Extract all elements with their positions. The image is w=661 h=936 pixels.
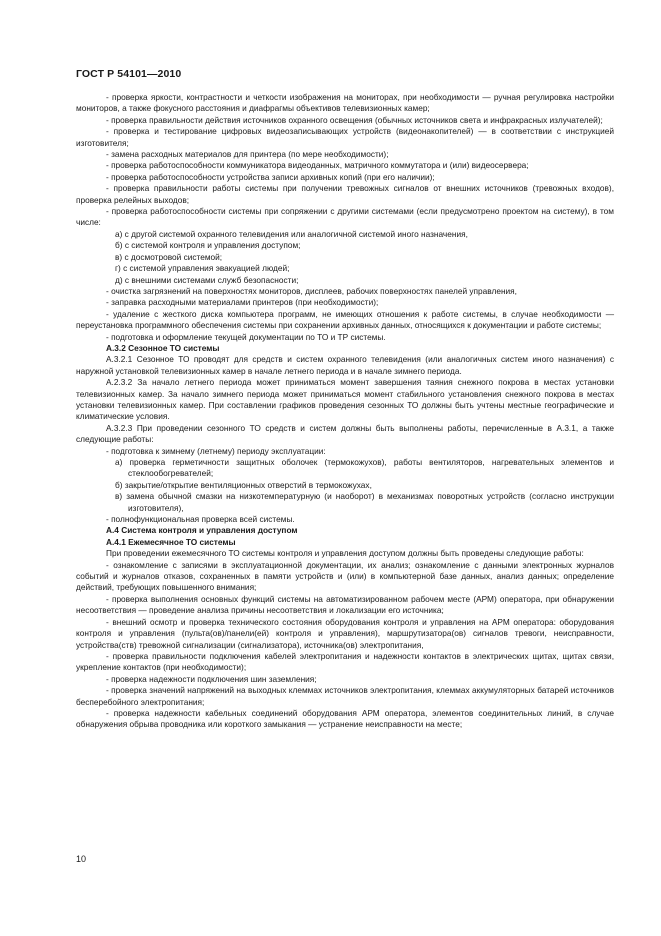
paragraph: - проверка работоспособности коммуникатора видеоданных, матричного коммутатора и (или) видеосервера;	[106, 160, 529, 171]
paragraph: б) закрытие/открытие вентиляционных отверстий в термокожухах,	[115, 479, 372, 490]
paragraph: - проверка надежности кабельных соединений оборудования АРМ оператора, элементов соединительных линий, в случае обнаружения обрыва проводника или короткого замыкания — устранение неисправности на месте;	[76, 707, 614, 730]
paragraph: - проверка значений напряжений на выходных клеммах источников электропитания, клеммах аккумуляторных батарей источников бесперебойного электропитания;	[76, 685, 614, 707]
section-heading: А.4.1 Ежемесячное ТО системы	[106, 536, 236, 547]
page-number: 10	[76, 854, 87, 864]
paragraph: в) замена обычной смазки на низкотемпературную (и наоборот) в механизмах поворотных устройств (согласно инструкции изготовителя),	[115, 491, 614, 513]
paragraph: - проверка выполнения основных функций системы на автоматизированном рабочем месте (АРМ) оператора, при обнаружении несоответствия — проведение анализа причины несоответствия и локализации его источника;	[76, 593, 614, 616]
paragraph: - проверка и тестирование цифровых видеозаписывающих устройств (видеонакопителей) — в соответствии с инструкцией изготовителя;	[76, 126, 614, 148]
paragraph: - заправка расходными материалами принтеров (при необходимости);	[106, 297, 379, 308]
paragraph: - ознакомление с записями в эксплуатационной документации, их анализ; ознакомление с данными электронных журналов событий и журналов отказов, сохраненных в памяти устройств и (или) в компьютерной базе данных, анализ данных; определение действий, требующих повышенного внимания;	[76, 559, 614, 593]
paragraph: а) проверка герметичности защитных оболочек (термокожухов), работы вентиляторов, нагревательных элементов и стеклообогревателей;	[115, 457, 614, 479]
paragraph: - очистка загрязнений на поверхностях мониторов, дисплеев, рабочих поверхностях панелей управления,	[106, 285, 517, 296]
paragraph: - проверка правильности действия источников охранного освещения (обычных источников света и инфракрасных излучателей);	[106, 114, 603, 125]
paragraph: а) с другой системой охранного телевидения или аналогичной системой иного назначения,	[115, 228, 468, 239]
paragraph: - проверка яркости, контрастности и четкости изображения на мониторах, при необходимости — ручная регулировка настройки мониторов, а также фокусного расстояния и диафрагмы объективов телевизионных камер;	[76, 92, 614, 114]
paragraph: При проведении ежемесячного ТО системы контроля и управления доступом должны быть проведены следующие работы:	[106, 548, 584, 559]
paragraph: - проверка надежности подключения шин заземления;	[106, 673, 317, 684]
paragraph: - удаление с жесткого диска компьютера программ, не имеющих отношения к работе системы, в случае необходимости — переустановка программного обеспечения системы при сохранении архивных данных, относящихся к документации и работе системы;	[76, 308, 614, 331]
paragraph: - полнофункциональная проверка всей системы.	[106, 514, 295, 525]
paragraph: - подготовка к зимнему (летнему) периоду эксплуатации:	[106, 445, 326, 456]
paragraph: - подготовка и оформление текущей документации по ТО и ТР системы.	[106, 331, 386, 342]
document-header: ГОСТ Р 54101—2010	[76, 68, 182, 80]
paragraph: б) с системой контроля и управления доступом;	[115, 240, 301, 251]
paragraph: - проверка работоспособности системы при сопряжении с другими системами (если предусмотрено проектом на систему), в том числе:	[76, 206, 614, 228]
paragraph: д) с внешними системами служб безопасности;	[115, 274, 299, 285]
paragraph: А.2.3.2 За начало летнего периода может приниматься момент завершения таяния снежного покрова в местах установки телевизионных камер. За начало зимнего периода может приниматься момент стабильного установления снежного покрова в местах установки телевизионных камер. При составлении графиков проведения сезонных ТО должны быть учтены местные географические и климатические условия.	[76, 377, 614, 422]
paragraph: г) с системой управления эвакуацией людей;	[115, 263, 290, 274]
paragraph: - внешний осмотр и проверка технического состояния оборудования контроля и управления на АРМ оператора: оборудования контроля и управления (пульта(ов)/панели(ей) контроля и управления), маршрутизатора(ов) сигналов тревоги, неисправности, устройства(ств) тревожной сигнализации (сигнализатора), источника(ов) электропитания,	[76, 616, 614, 650]
paragraph: А.3.2.1 Сезонное ТО проводят для средств и систем охранного телевидения (или аналогичных систем иного назначения) с наружной установкой телевизионных камер в начале летнего периода и в начале зимнего периода.	[76, 354, 614, 376]
section-heading: А.4 Система контроля и управления доступом	[106, 525, 298, 536]
paragraph: А.3.2.3 При проведении сезонного ТО средств и систем должны быть выполнены работы, перечисленные в А.3.1, а также следующие работы:	[76, 422, 614, 445]
paragraph: - замена расходных материалов для принтера (по мере необходимости);	[106, 149, 389, 160]
paragraph: - проверка правильности работы системы при получении тревожных сигналов от внешних источников (тревожных входов), проверка релейных выходов;	[76, 183, 614, 205]
paragraph: - проверка правильности подключения кабелей электропитания и надежности контактов в электрических щитах, щитах связи, укрепление контактов (при необходимости);	[76, 650, 614, 673]
section-heading: А.3.2 Сезонное ТО системы	[106, 342, 220, 353]
page-body	[76, 92, 614, 731]
paragraph: - проверка работоспособности устройства записи архивных копий (при его наличии);	[106, 171, 435, 182]
paragraph: в) с досмотровой системой;	[115, 251, 223, 262]
